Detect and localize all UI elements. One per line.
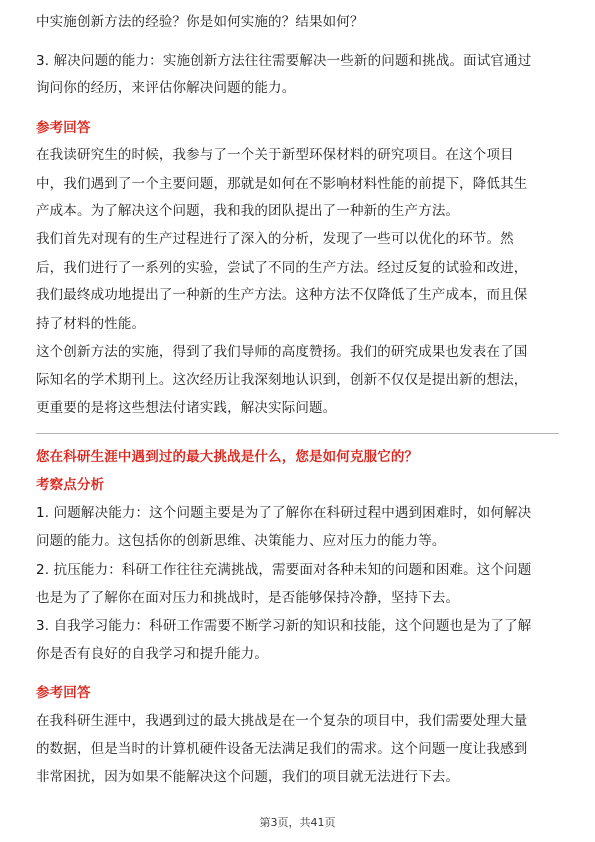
text-line: 中，我们遇到了一个主要问题，那就是如何在不影响材料性能的前提下，降低其生 <box>36 176 528 192</box>
text-line: 产成本。为了解决这个问题，我和我的团队提出了一种新的生产方法。 <box>36 203 460 219</box>
text-line: 际知名的学术期刊上。这次经历让我深刻地认识到，创新不仅仅是提出新的想法， <box>36 372 528 388</box>
text-line: 这个创新方法的实施，得到了我们导师的高度赞扬。我们的研究成果也发表在了国 <box>36 344 528 360</box>
text-line: 1. 问题解决能力：这个问题主要是为了了解你在科研过程中遇到困难时，如何解决 <box>36 505 532 521</box>
text-line: 在我科研生涯中，我遇到过的最大挑战是在一个复杂的项目中，我们需要处理大量 <box>36 713 528 729</box>
text-line: 持了材料的性能。 <box>36 316 146 332</box>
text-line: 后，我们进行了一系列的实验，尝试了不同的生产方法。经过反复的试验和改进， <box>36 260 528 276</box>
text-line: 更重要的是将这些想法付诸实践，解决实际问题。 <box>36 400 337 416</box>
text-line: 询问你的经历，来评估你解决问题的能力。 <box>36 80 296 96</box>
text-line: 在我读研究生的时候，我参与了一个关于新型环保材料的研究项目。在这个项目 <box>36 147 514 163</box>
section-heading-analysis: 考察点分析 <box>36 477 105 493</box>
text-line: 我们首先对现有的生产过程进行了深入的分析，发现了一些可以优化的环节。然 <box>36 231 514 247</box>
text-line: 的数据，但是当时的计算机硬件设备无法满足我们的需求。这个问题一度让我感到 <box>36 741 528 757</box>
text-line: 2. 抗压能力：科研工作往往充满挑战，需要面对各种未知的问题和困难。这个问题 <box>36 562 532 578</box>
text-line: 3. 解决问题的能力：实施创新方法往往需要解决一些新的问题和挑战。面试官通过 <box>36 53 532 69</box>
text-line: 3. 自我学习能力：科研工作需要不断学习新的知识和技能，这个问题也是为了了解 <box>36 618 532 634</box>
section-divider <box>36 433 559 434</box>
text-line: 非常困扰，因为如果不能解决这个问题，我们的项目就无法进行下去。 <box>36 769 460 785</box>
text-line: 也是为了了解你在面对压力和挑战时，是否能够保持冷静，坚持下去。 <box>36 590 460 606</box>
section-heading-answer: 参考回答 <box>36 120 91 136</box>
text-line: 问题的能力。这包括你的创新思维、决策能力、应对压力的能力等。 <box>36 533 446 549</box>
section-heading-answer: 参考回答 <box>36 685 91 701</box>
question-heading: 您在科研生涯中遇到过的最大挑战是什么，您是如何克服它的？ <box>36 449 419 465</box>
text-line: 我们最终成功地提出了一种新的生产方法。这种方法不仅降低了生产成本，而且保 <box>36 287 528 303</box>
text-line: 你是否有良好的自我学习和提升能力。 <box>36 646 269 662</box>
text-line: 中实施创新方法的经验？你是如何实施的？结果如何？ <box>36 14 364 30</box>
page-number-footer: 第3页，共41页 <box>259 816 336 829</box>
